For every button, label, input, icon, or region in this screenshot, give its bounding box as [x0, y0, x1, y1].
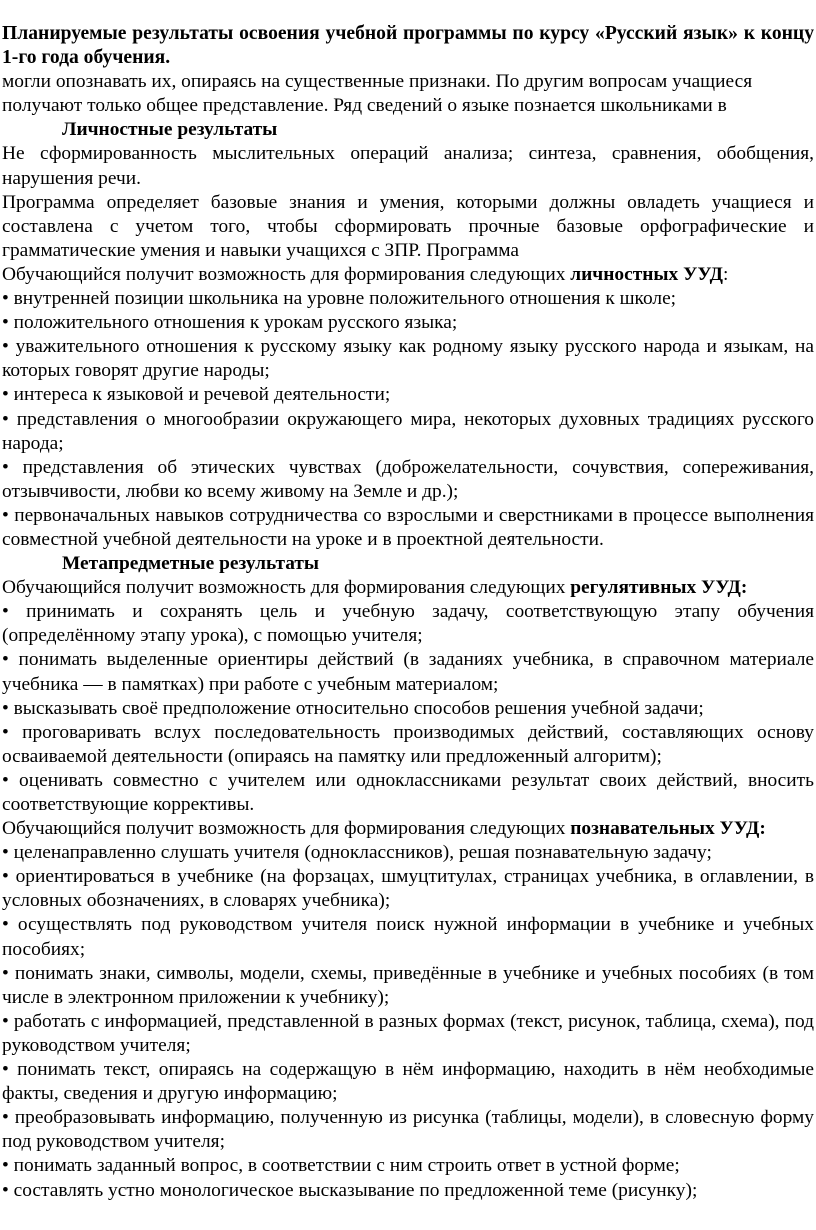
regulative-uud-lead	[2, 576, 814, 600]
regulative-item: • принимать и сохранять цель и учебную задачу, соответствующую этапу обучения (определённому этапу урока), с помощью учителя;	[2, 601, 814, 647]
heading-meta-results: Метапредметные результаты	[62, 553, 320, 575]
personal-item: • внутренней позиции школьника на уровне положительного отношения к школе;	[2, 288, 677, 310]
cognitive-item: • преобразовывать информацию, полученную из рисунка (таблицы, модели), в словесную форму под руководством учителя;	[2, 1107, 814, 1153]
regulative-item: • оценивать совместно с учителем или одноклассниками результат своих действий, вносить соответствующие коррективы.	[2, 769, 814, 815]
personal-uud-lead-end: :	[722, 263, 729, 285]
personal-item: • интереса к языковой и речевой деятельности;	[2, 384, 391, 406]
personal-item: • уважительного отношения к русскому языку как родному языку русского народа и языкам, на которых говорят другие народы;	[2, 336, 814, 382]
regulative-uud-lead-text: Обучающийся получит возможность для формирования следующих	[2, 577, 571, 599]
cognitive-item: • понимать знаки, символы, модели, схемы, приведённые в учебнике и учебных пособиях (в том числе в электронном приложении к учебнику);	[2, 962, 814, 1008]
intro-paragraph-3: Программа определяет базовые знания и умения, которыми должны овладеть учащиеся и составлена с учетом того, чтобы сформировать прочные базовые орфографические и грамматические умения и навыки учащихся с ЗПР. Программа	[2, 191, 814, 261]
cognitive-uud-lead	[2, 817, 814, 841]
personal-uud-lead	[2, 263, 814, 287]
cognitive-item: • работать с информацией, представленной в разных формах (текст, рисунок, таблица, схема), под руководством учителя;	[2, 1010, 814, 1056]
cognitive-item: • осуществлять под руководством учителя поиск нужной информации в учебнике и учебных пособиях;	[2, 914, 814, 960]
heading-personal-results: Личностные результаты	[62, 119, 278, 141]
intro-paragraph-2: Не сформированность мыслительных операций анализа; синтеза, сравнения, обобщения, нарушения речи.	[2, 143, 814, 189]
cognitive-item: • ориентироваться в учебнике (на форзацах, шмуцтитулах, страницах учебника, в оглавлении, в условных обозначениях, в словарях учебника);	[2, 866, 814, 912]
document-title: Планируемые результаты освоения учебной программы по курсу «Русский язык» к концу 1-го года обучения.	[2, 23, 814, 69]
personal-item: • представления об этических чувствах (доброжелательности, сочувствия, сопереживания, отзывчивости, любви ко всему живому на Земле и др.);	[2, 456, 814, 502]
regulative-item: • понимать выделенные ориентиры действий (в заданиях учебника, в справочном материале учебника — в памятках) при работе с учебным материалом;	[2, 649, 814, 695]
personal-uud-lead-bold: личностных УУД	[570, 263, 723, 285]
regulative-item: • проговаривать вслух последовательность производимых действий, составляющих основу осваиваемой деятельности (опираясь на памятку или предложенный алгоритм);	[2, 721, 814, 767]
cognitive-item: • составлять устно монологическое высказывание по предложенной теме (рисунку);	[2, 1179, 698, 1201]
intro-paragraph-1: могли опознавать их, опираясь на существенные признаки. По другим вопросам учащиеся получают только общее представление. Ряд сведений о языке познается школьниками в	[2, 71, 753, 117]
personal-uud-lead-text: Обучающийся получит возможность для формирования следующих	[2, 263, 571, 285]
cognitive-item: • понимать заданный вопрос, в соответствии с ним строить ответ в устной форме;	[2, 1155, 680, 1177]
cognitive-uud-lead-text: Обучающийся получит возможность для формирования следующих	[2, 818, 571, 840]
cognitive-item: • понимать текст, опираясь на содержащую в нём информацию, находить в нём необходимые факты, сведения и другую информацию;	[2, 1059, 814, 1105]
regulative-item: • высказывать своё предположение относительно способов решения учебной задачи;	[2, 697, 704, 719]
personal-item: • положительного отношения к урокам русского языка;	[2, 312, 458, 334]
cognitive-item: • целенаправленно слушать учителя (одноклассников), решая познавательную задачу;	[2, 842, 712, 864]
personal-item: • представления о многообразии окружающего мира, некоторых духовных традициях русского народа;	[2, 408, 814, 454]
cognitive-uud-lead-bold: познавательных УУД:	[570, 818, 766, 840]
regulative-uud-lead-bold: регулятивных УУД:	[570, 577, 748, 599]
personal-item: • первоначальных навыков сотрудничества со взрослыми и сверстниками в процессе выполнения совместной учебной деятельности на уроке и в проектной деятельности.	[2, 504, 814, 550]
